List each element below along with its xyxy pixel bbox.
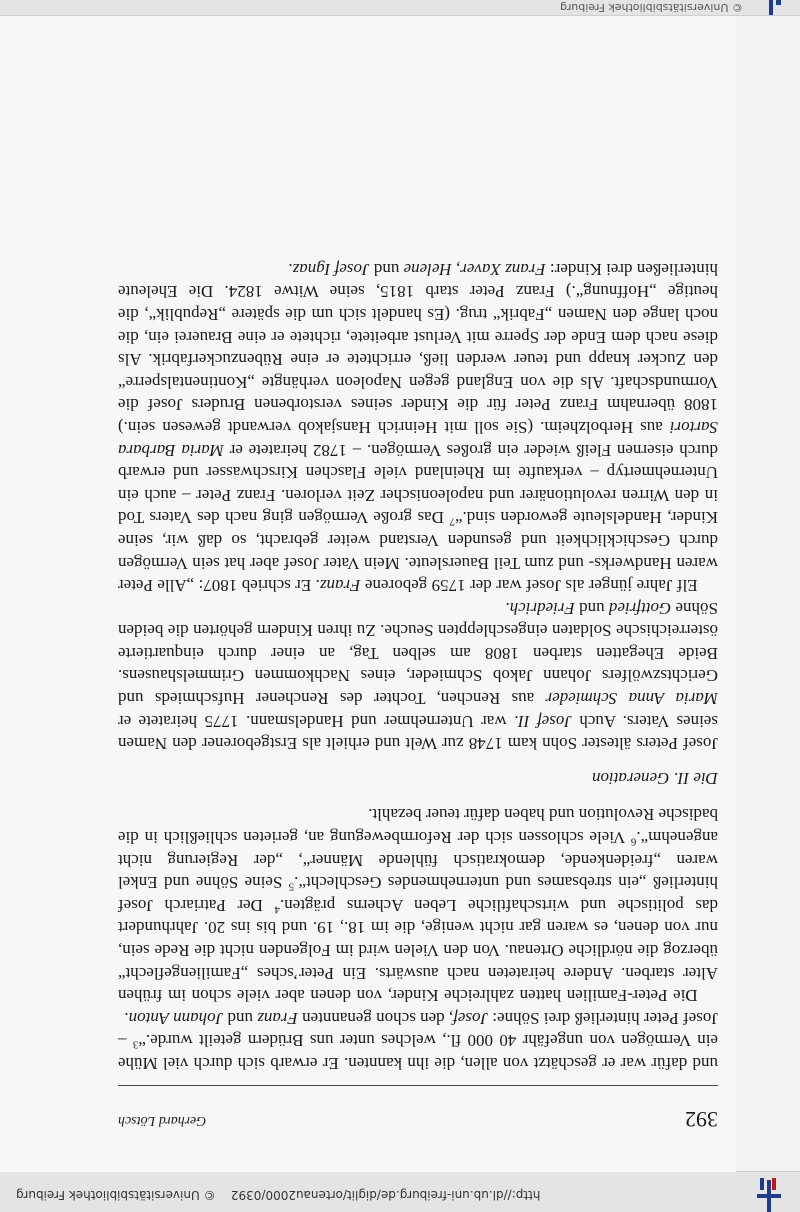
university-logo-icon — [758, 0, 784, 15]
footnote-ref: 7 — [449, 516, 455, 528]
viewer-bottom-bar — [0, 0, 800, 16]
section-heading: Die II. Generation — [591, 768, 718, 788]
footnote-ref: 4 — [274, 903, 280, 916]
footnote-ref: 5 — [288, 880, 295, 893]
paragraph-1: und dafür war er geschätzt von allen, die ihn kannten. Er erwarb sich durch viel Mühe ein Vermögen von ungefähr 40 000 fl., welches unter uns Brüdern geteilt wurde.“$^3$ – Josef Peter hinterließ drei Söhne: Josef, den schon genannten Franz und Johann Anton. — [118, 1008, 718, 1073]
viewer-copyright-top: © Universitätsbibliothek Freiburg — [16, 1188, 216, 1202]
viewer-url-line — [16, 1188, 540, 1202]
footnote-ref: 3 — [132, 1039, 139, 1052]
body-text — [118, 257, 718, 1074]
running-head: Gerhard Lötsch — [118, 1113, 207, 1128]
footnote-ref: 6 — [630, 835, 637, 848]
viewer-copyright-bottom: © Universitätsbibliothek Freiburg — [560, 1, 743, 14]
paragraph-2: Die Peter-Familien hatten zahlreiche Kinder, von denen aber viele schon im frühen Alter starben. Andere heirateten nach auswärts. Ein Peter’sches „Familiengeflecht“ überzog die nördliche Ortenau. Von den Vielen wird im Folgenden nicht die Rede sein, nur von denen, es waren gar nicht wenige, die im 18., 19. und bis ins 20. Jahrhundert das politische und wirtschaftliche Leben Acherns prägten.$^4$ Der Patriarch Josef hinterließ „ein strebsames und unternehmendes Geschlecht“.$^5$ Seine Söhne und Enkel waren „freidenkende, demokratisch fühlende Männer“, „der Regierung nicht angenehm“.$^6$ Viele schlossen sich der Reformbewegung an, gerieten schließlich in die badische Revolution und haben dafür teuer bezahlt. — [117, 805, 718, 1006]
page-header — [118, 1092, 718, 1132]
page-number: 392 — [685, 1107, 718, 1132]
scanned-page — [0, 16, 736, 1172]
viewer-url[interactable]: http://dl.ub.uni-freiburg.de/diglit/ortenau2000/0392 — [230, 1188, 541, 1202]
paragraph-4: Elf Jahre jünger als Josef war der 1759 geborene Franz. Er schrieb 1807: „Alle Peter waren Handwerks- und zum Teil Bauersleute. Mein Vater Josef aber hat sein Vermögen durch Geschicklichkeit und gesunden Verstand weiter gebracht, so daß wir, seine Kinder, Handelsleute geworden sind.“$^7$ Das große Vermögen ging nach des Vaters Tod in den Wirren revolutionärer und napoleonischer Zeit verloren. Franz Peter – auch ein Unternehmertyp – verkaufte im Rheinland viele Flaschen Kirschwasser und erwarb durch eisernen Fleiß wieder ein großes Vermögen. – 1782 heiratete er Maria Barbara Sartori aus Herbolzheim. (Sie soll mit Heinrich Hansjakob verwandt gewesen sein.) 1808 übernahm Franz Peter für die Kinder seines verstorbenen Bruders Josef die Vormundschaft. Als die von England gegen Napoleon verhängte „Kontinentalsperre“ den Zucker knapp und teuer werden ließ, errichtete er eine Rübenzuckerfabrik. Als diese nach dem Ende der Sperre mit Verlust arbeitete, richtete er eine Brauerei ein, die noch lange den Namen „Fabrik“ trug. (Es handelt sich um die spätere „Republik“, die heutige „Hoffnung“.) Franz Peter starb 1815, seine Witwe 1824. Die Eheleute hinterließen drei Kinder: Franz Xaver, Helene und Josef Ignaz. — [117, 259, 718, 596]
paragraph-3: Josef Peters ältester Sohn kam 1748 zur Welt und erhielt als Erstgeborener den Namen seines Vaters. Auch Josef II. war Unternehmer und Handelsmann. 1775 heiratete er Maria Anna Schmieder aus Renchen, Tochter des Renchener Hufschmieds und Gerichtszwölfers Johann Jakob Schmieder, eines Nachkommen Grimmelshausens. Beide Ehegatten starben 1808 am selben Tag, an einer durch einquartierte österreichische Soldaten eingeschleppten Seuche. Zu ihren Kindern gehörten die beiden Söhne Gottfried und Friedrich. — [118, 598, 718, 754]
university-logo-icon — [754, 1172, 784, 1212]
header-rule — [118, 1085, 718, 1086]
viewer-top-bar — [0, 1171, 800, 1212]
